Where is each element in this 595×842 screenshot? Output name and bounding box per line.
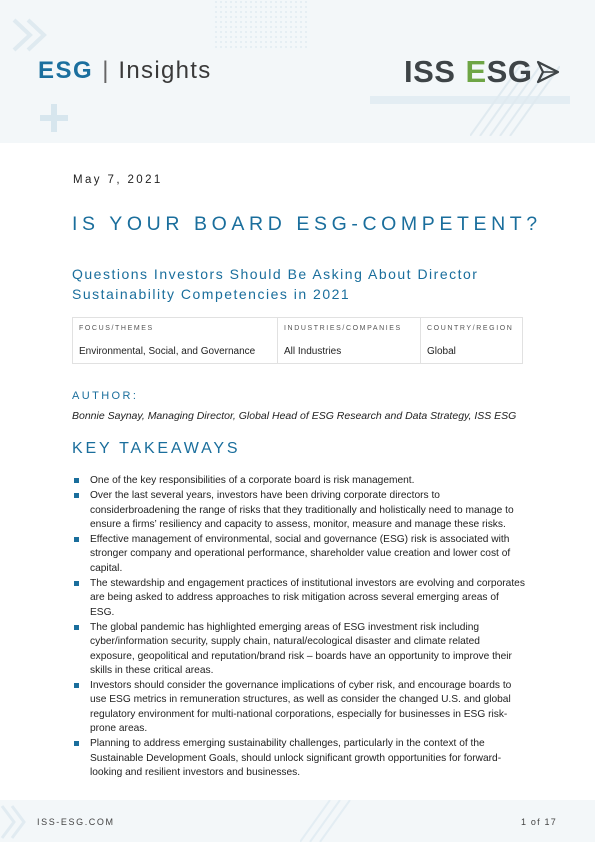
meta-value: Environmental, Social, and Governance (79, 346, 256, 357)
meta-label: COUNTRY/REGION (427, 325, 514, 332)
takeaway-text: Over the last several years, investors have been driving corporate directors to considerbroadening the range of risks that they traditionally and holistically need to manage to ensure a firms’ resiliency and capacity to assess, monitor, measure and manage these risks. (90, 490, 514, 530)
iss-esg-brand-logo (404, 52, 560, 92)
bullet-square-icon (74, 478, 79, 483)
dot-pattern-decoration (214, 0, 310, 50)
bullet-square-icon (74, 537, 79, 542)
meta-column-focus (73, 318, 278, 363)
brand-iss-text: ISS (404, 54, 456, 89)
footer-website-link[interactable]: ISS-ESG.COM (37, 817, 115, 827)
meta-column-region (421, 318, 522, 363)
plus-decoration-icon (40, 104, 68, 132)
list-item (72, 577, 526, 620)
metadata-table (72, 317, 523, 364)
page-number: 1 of 17 (521, 817, 557, 827)
takeaway-text: The global pandemic has highlighted emerging areas of ESG investment risk including cyber/information security, supply chain, natural/ecological disaster and climate related exposure, geopolitical and reputation/brand risk – boards have an opportunity to improve their skills in these critical areas. (90, 621, 512, 676)
logo-insights-text: Insights (118, 57, 212, 84)
list-item (72, 737, 526, 780)
list-item (72, 489, 526, 532)
logo-esg-text: ESG (38, 57, 94, 84)
esg-insights-logo (38, 57, 212, 85)
publication-date: May 7, 2021 (73, 174, 163, 186)
footer-chevron-decoration-icon (0, 802, 40, 842)
chevron-decoration-icon (12, 18, 54, 52)
author-heading: AUTHOR: (72, 390, 139, 402)
bullet-square-icon (74, 625, 79, 630)
page-title: IS YOUR BOARD ESG-COMPETENT? (72, 213, 542, 235)
takeaway-text: One of the key responsibilities of a corporate board is risk management. (90, 475, 415, 486)
list-item (72, 474, 526, 488)
brand-e-text: E (465, 54, 487, 89)
meta-label: FOCUS/THEMES (79, 325, 154, 332)
brand-sg-text: SG (486, 54, 533, 89)
takeaway-text: The stewardship and engagement practices of institutional investors are evolving and corporates are being asked to address approaches to risk mitigation across several emerging areas of ESG. (90, 578, 525, 618)
paper-plane-icon (536, 60, 560, 84)
takeaway-text: Effective management of environmental, social and governance (ESG) risk is associated with stronger company and operational performance, shareholder value creation and lower cost of capital. (90, 534, 511, 574)
author-name: Bonnie Saynay, Managing Director, Global Head of ESG Research and Data Strategy, ISS ESG (72, 410, 517, 422)
bullet-square-icon (74, 741, 79, 746)
meta-value: Global (427, 346, 456, 357)
meta-value: All Industries (284, 346, 342, 357)
list-item (72, 533, 526, 576)
footer-diagonal-decoration (300, 800, 360, 842)
key-takeaways-list (72, 474, 526, 781)
bullet-square-icon (74, 493, 79, 498)
bullet-square-icon (74, 683, 79, 688)
key-takeaways-heading: KEY TAKEAWAYS (72, 440, 241, 457)
page-subtitle: Questions Investors Should Be Asking About Director Sustainability Competencies in 2021 (72, 266, 479, 302)
logo-separator: | (102, 57, 110, 84)
list-item (72, 679, 526, 736)
meta-column-industries (278, 318, 421, 363)
takeaway-text: Planning to address emerging sustainability challenges, particularly in the context of the Sustainable Development Goals, should unlock significant growth opportunities for forward-looking and resilient investors and businesses. (90, 738, 502, 778)
bullet-square-icon (74, 581, 79, 586)
takeaway-text: Investors should consider the governance implications of cyber risk, and encourage boards to use ESG metrics in remuneration structures, as well as consider the changed U.S. and global regulatory environment for multi-national corporations, especially for businesses in ESG risk-prone areas. (90, 680, 512, 735)
list-item (72, 621, 526, 678)
header-band (0, 0, 595, 143)
meta-label: INDUSTRIES/COMPANIES (284, 325, 402, 332)
